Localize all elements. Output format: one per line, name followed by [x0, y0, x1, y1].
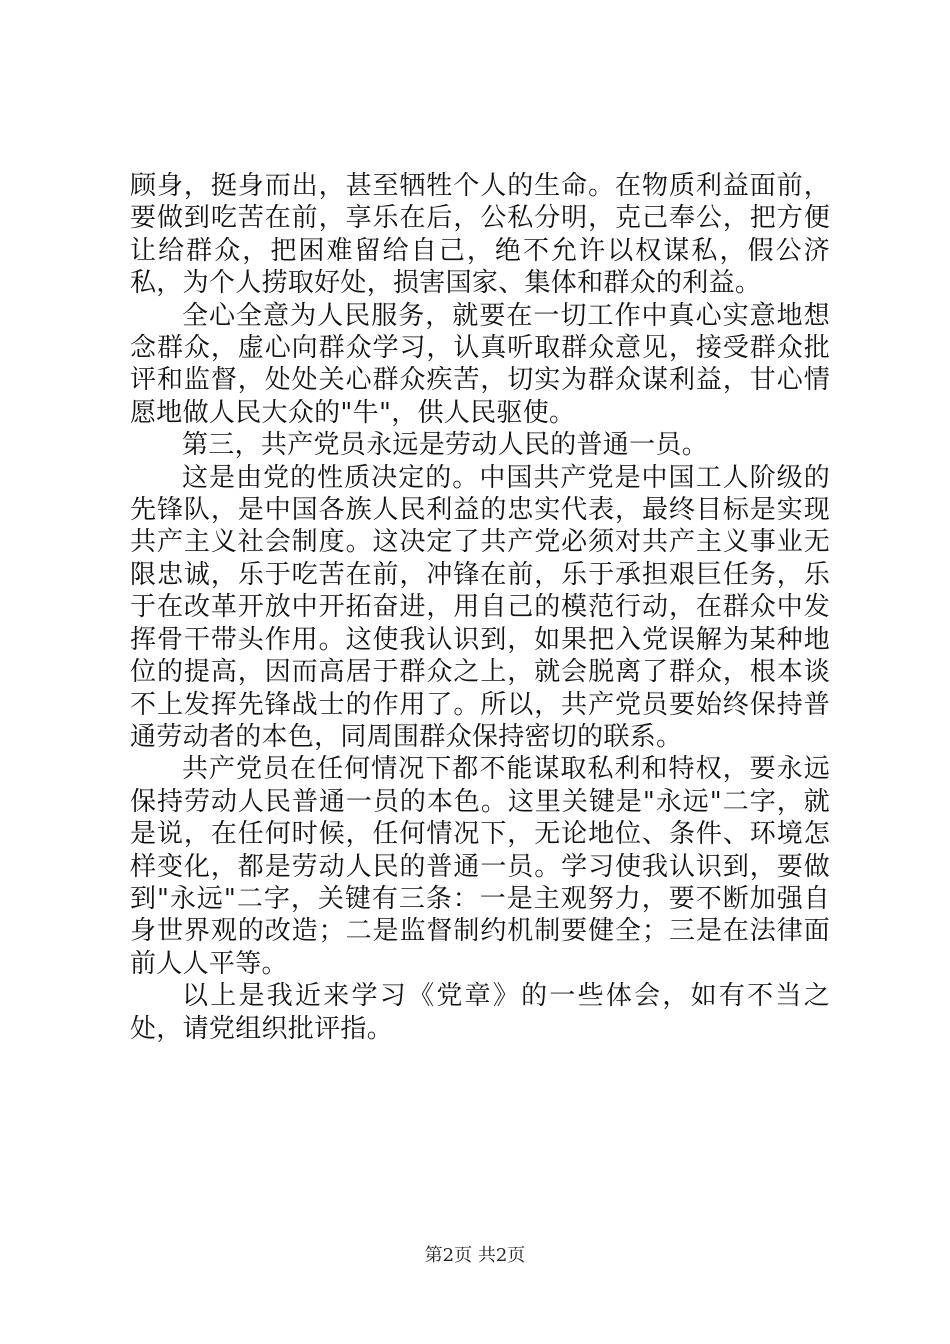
- paragraph-serve-people: 全心全意为人民服务，就要在一切工作中真心实意地想念群众，虚心向群众学习，认真听取群众意见，接受群众批评和监督，处处关心群众疾苦，切实为群众谋利益，甘心情愿地做人民大众的"牛"，供人民驱使。: [130, 300, 830, 428]
- paragraph-party-nature: 这是由党的性质决定的。中国共产党是中国工人阶级的先锋队，是中国各族人民利益的忠实代表，最终目标是实现共产主义社会制度。这决定了共产党必须对共产主义事业无限忠诚，乐于吃苦在前，冲锋在前，乐于承担艰巨任务，乐于在改革开放中开拓奋进，用自己的模范行动，在群众中发挥骨干带头作用。这使我认识到，如果把入党误解为某种地位的提高，因而高居于群众之上，就会脱离了群众，根本谈不上发挥先锋战士的作用了。所以，共产党员要始终保持普通劳动者的本色，同周围群众保持密切的联系。: [130, 462, 830, 752]
- document-body: [130, 170, 830, 1045]
- paragraph-forever: 共产党员在任何情况下都不能谋取私利和特权，要永远保持劳动人民普通一员的本色。这里关键是"永远"二字，就是说，在任何时候，任何情况下，无论地位、条件、环境怎样变化，都是劳动人民的普通一员。学习使我认识到，要做到"永远"二字，关键有三条：一是主观努力，要不断加强自身世界观的改造；二是监督制约机制要健全；三是在法律面前人人平等。: [130, 754, 830, 979]
- paragraph-continuation: 顾身，挺身而出，甚至牺牲个人的生命。在物质利益面前，要做到吃苦在前，享乐在后，公私分明，克己奉公，把方便让给群众，把困难留给自己，绝不允许以权谋私，假公济私，为个人捞取好处，损害国家、集体和群众的利益。: [130, 171, 830, 299]
- page-number-footer: 第2页 共2页: [424, 1245, 526, 1266]
- paragraph-section-three-heading: 第三，共产党员永远是劳动人民的普通一员。: [182, 430, 709, 461]
- paragraph-conclusion: 以上是我近来学习《党章》的一些体会，如有不当之处，请党组织批评指。: [130, 981, 830, 1044]
